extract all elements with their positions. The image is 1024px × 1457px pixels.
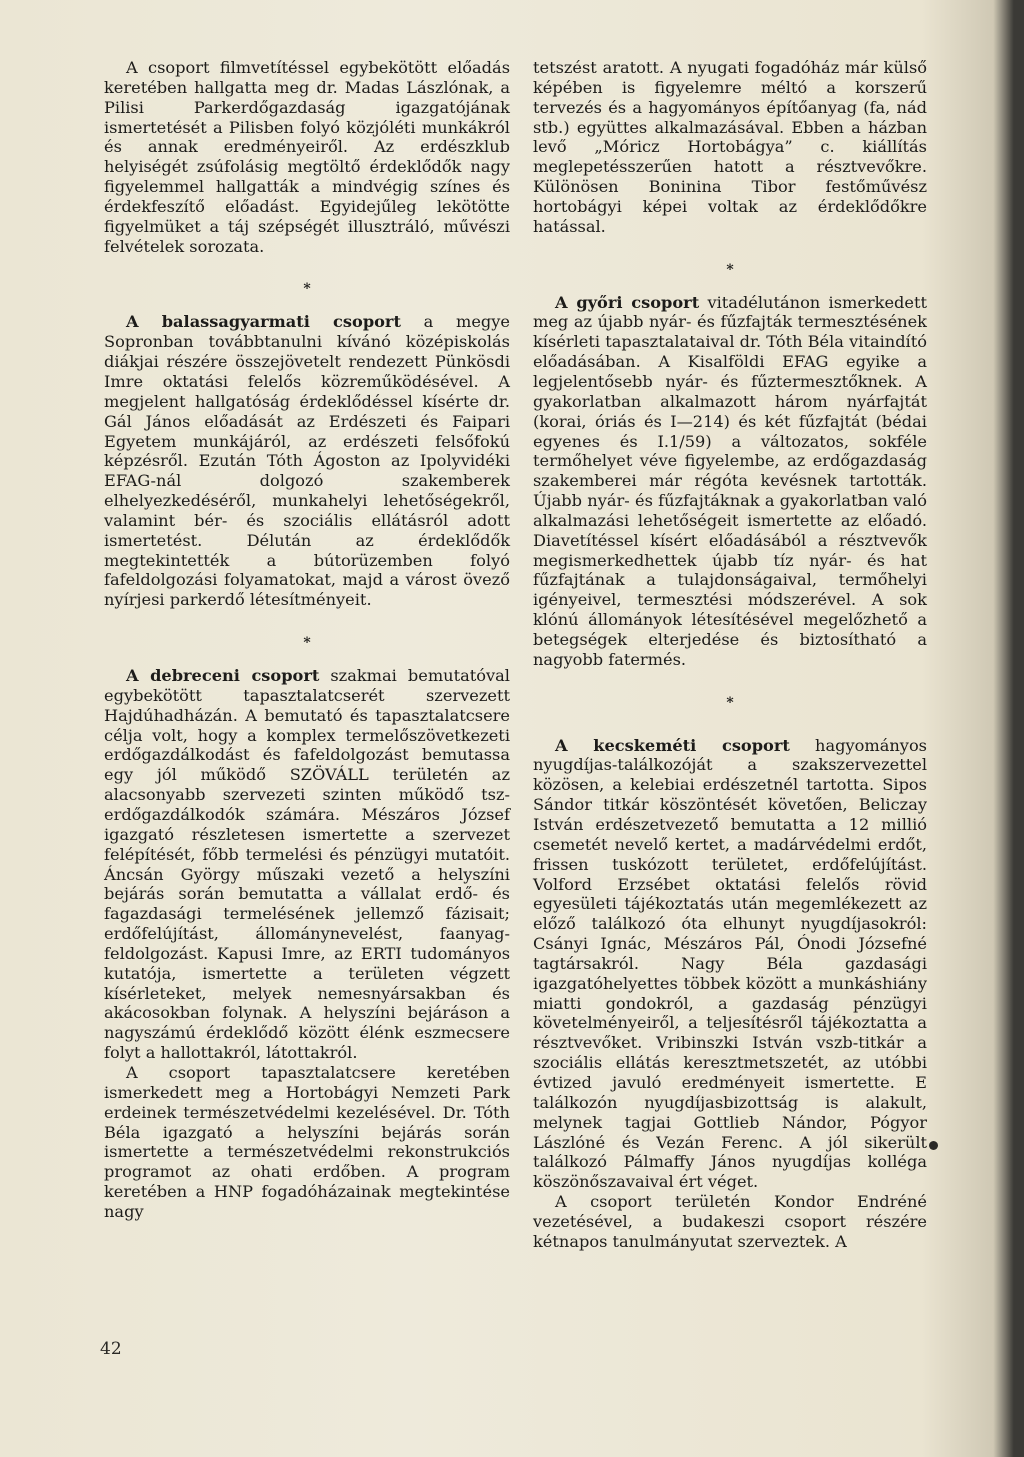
group-heading: A kecskeméti csoport [555,735,790,755]
article-paragraph [104,666,510,1063]
group-heading: A győri csoport [555,292,700,312]
group-heading: A debreceni csoport [126,666,320,686]
article-paragraph [533,736,927,1192]
section-separator: * [726,261,734,278]
bullet-mark-icon [929,1141,938,1150]
section-separator: * [726,694,734,711]
article-paragraph [104,312,510,610]
paragraph-body: a megye Sopronban továbbtanulni kívánó középiskolás diákjai részére összejövetelt rendezett Pünkösdi Imre oktatási felelős közreműködésével. A megjelent hallgatóság érdeklődéssel kísérte dr. Gál János előadását az Erdészeti és Faipari Egyetem munkájáról, az erdészeti felsőfokú képzésről. Ezután Tóth Ágoston az Ipolyvidéki EFAG-nál dolgozó szakemberek elhelyezkedéséről, munkahelyi lehetőségekről, valamint bér- és szociális ellátásról adott ismertetést. Délután az érdeklődők megtekintették a bútorüzemben folyó fafeldolgozási folyamatokat, majd a várost övező nyírjesi parkerdő létesítményeit. [104,312,510,610]
article-paragraph: tetszést aratott. A nyugati fogadóház már külső képében is figyelemre méltó a korszerű tervezés és a hagyományos építőanyag (fa, nád stb.) együttes alkalmazásával. Ebben a házban levő „Móricz Hortobágya” c. kiállítás meglepetésszerűen hatott a résztvevőkre. Különösen Boninina Tibor festőművész hortobágyi képei voltak az érdeklődőkre hatással. [533,58,927,236]
paragraph-body: vitadélutánon ismerkedett meg az újabb nyár- és fűzfajták termesztésének kísérleti tapasztalataival dr. Tóth Béla vitaindító előadásában. A Kisalföldi EFAG egyike a legjelentősebb nyár- és fűztermesztőknek. A gyakorlatban alkalmazott három nyárfajtát (korai, óriás és I—214) és két fűzfajtát (bédai egyenes és I.1/59) a változatos, sokféle termőhelyet véve figyelembe, az erdőgazdaság szakemberei már régóta kevésnek tartották. Újabb nyár- és fűzfajtáknak a gyakorlatban való alkalmazási lehetőségeit ismertette az előadó. Diavetítéssel kísért előadásából a résztvevők megismerkedhettek újabb tíz nyár- és hat fűzfajtának a tulajdonságaival, termőhelyi igényeivel, termesztési módszerével. A sok klónú állományok létesítésével megelőzhető a betegségek elterjedése és biztosítható a nagyobb fatermés. [533,292,928,669]
left-column [104,58,510,1222]
right-column [533,58,927,1252]
article-paragraph: A csoport területén Kondor Endréné vezetésével, a budakeszi csoport részére kétnapos tanulmányutat szerveztek. A [533,1192,927,1251]
article-paragraph: A csoport tapasztalatcsere keretében ismerkedett meg a Hortobágyi Nemzeti Park erdeinek természetvédelmi kezelésével. Dr. Tóth Béla igazgató a helyszíni bejárás során ismertette a természetvédelmi rekonstrukciós programot az ohati erdőben. A program keretében a HNP fogadóházainak megtekintése nagy [104,1062,510,1221]
section-separator: * [303,635,311,652]
paragraph-body: hagyományos nyugdíjas-találkozóját a szakszervezettel közösen, a kelebiai erdészetnél tartotta. Sipos Sándor titkár köszöntését követően, Beliczay István erdészetvezető bemutatta a 12 millió csemetét nevelő kertet, a madárvédelmi erdőt, frissen tuskózott területet, erdőfelújítást. Volford Erzsébet oktatási felelős rövid egyesületi tájékoztatás után megemlékezett az előző találkozó óta elhunyt nyugdíjasokról: Csányi Ignác, Mészáros Pál, Ónodi Józsefné tagtársakról. Nagy Béla gazdasági igazgatóhelyettes többek között a munkáshiány miatti gondokról, a gazdaság pénzügyi követelményeiről, a teljesítésről tájékoztatta a résztvevőket. Vribinszki István vszb-titkár a szociális ellátás keresztmetszetét, az utóbbi évtized javuló eredményeit ismertette. E találkozón nyugdíjasbizottság is alakult, melynek tagjai Gottlieb Nándor, Pógyor Lászlóné és Vezán Ferenc. A jól sikerült találkozó Pálmaffy János nyugdíjas kolléga köszönőszavaival ért véget. [533,735,927,1192]
article-paragraph: A csoport filmvetítéssel egybekötött előadás keretében hallgatta meg dr. Madas Lászlónak, a Pilisi Parkerdőgazdaság igazgatójának ismertetését a Pilisben folyó közjóléti munkákról és annak eredményeiről. Az erdészklub helyiségét zsúfolásig megtöltő érdeklődők nagy figyelemmel hallgatták a mindvégig színes és érdekfeszítő előadást. Egyidejűleg lekötötte figyelmüket a táj szépségét illusztráló, művészi felvételek sorozata. [104,58,510,256]
page-number: 42 [100,1339,122,1359]
group-heading: A balassagyarmati csoport [126,312,401,332]
article-paragraph [533,293,927,670]
section-separator: * [303,281,311,298]
paragraph-body: szakmai bemutatóval egybekötött tapasztalatcserét szervezett Hajdúhadházán. A bemutató és tapasztalatcsere célja volt, hogy a komplex termelőszövetkezeti erdőgazdálkodást és fafeldolgozást bemutassa egy jól működő SZÖVÁLL területén az alacsonyabb szervezeti szinten működő tsz-erdőgazdálkodók számára. Mészáros József igazgató részletesen ismertette a szervezet felépítését, főbb termelési és pénzügyi mutatóit. Áncsán György műszaki vezető a helyszíni bejárás során bemutatta a vállalat erdő- és fagazdasági termelésének jellemző fázisait; erdőfelújítást, állománynevelést, faanyag-feldolgozást. Kapusi Imre, az ERTI tudományos kutatója, ismertette a területen végzett kísérleteket, melyek nemesnyársakban és akácosokban folynak. A helyszíni bejáráson a nagyszámú érdeklődő között élénk eszmecsere folyt a hallottakról, látottakról. [104,666,510,1063]
